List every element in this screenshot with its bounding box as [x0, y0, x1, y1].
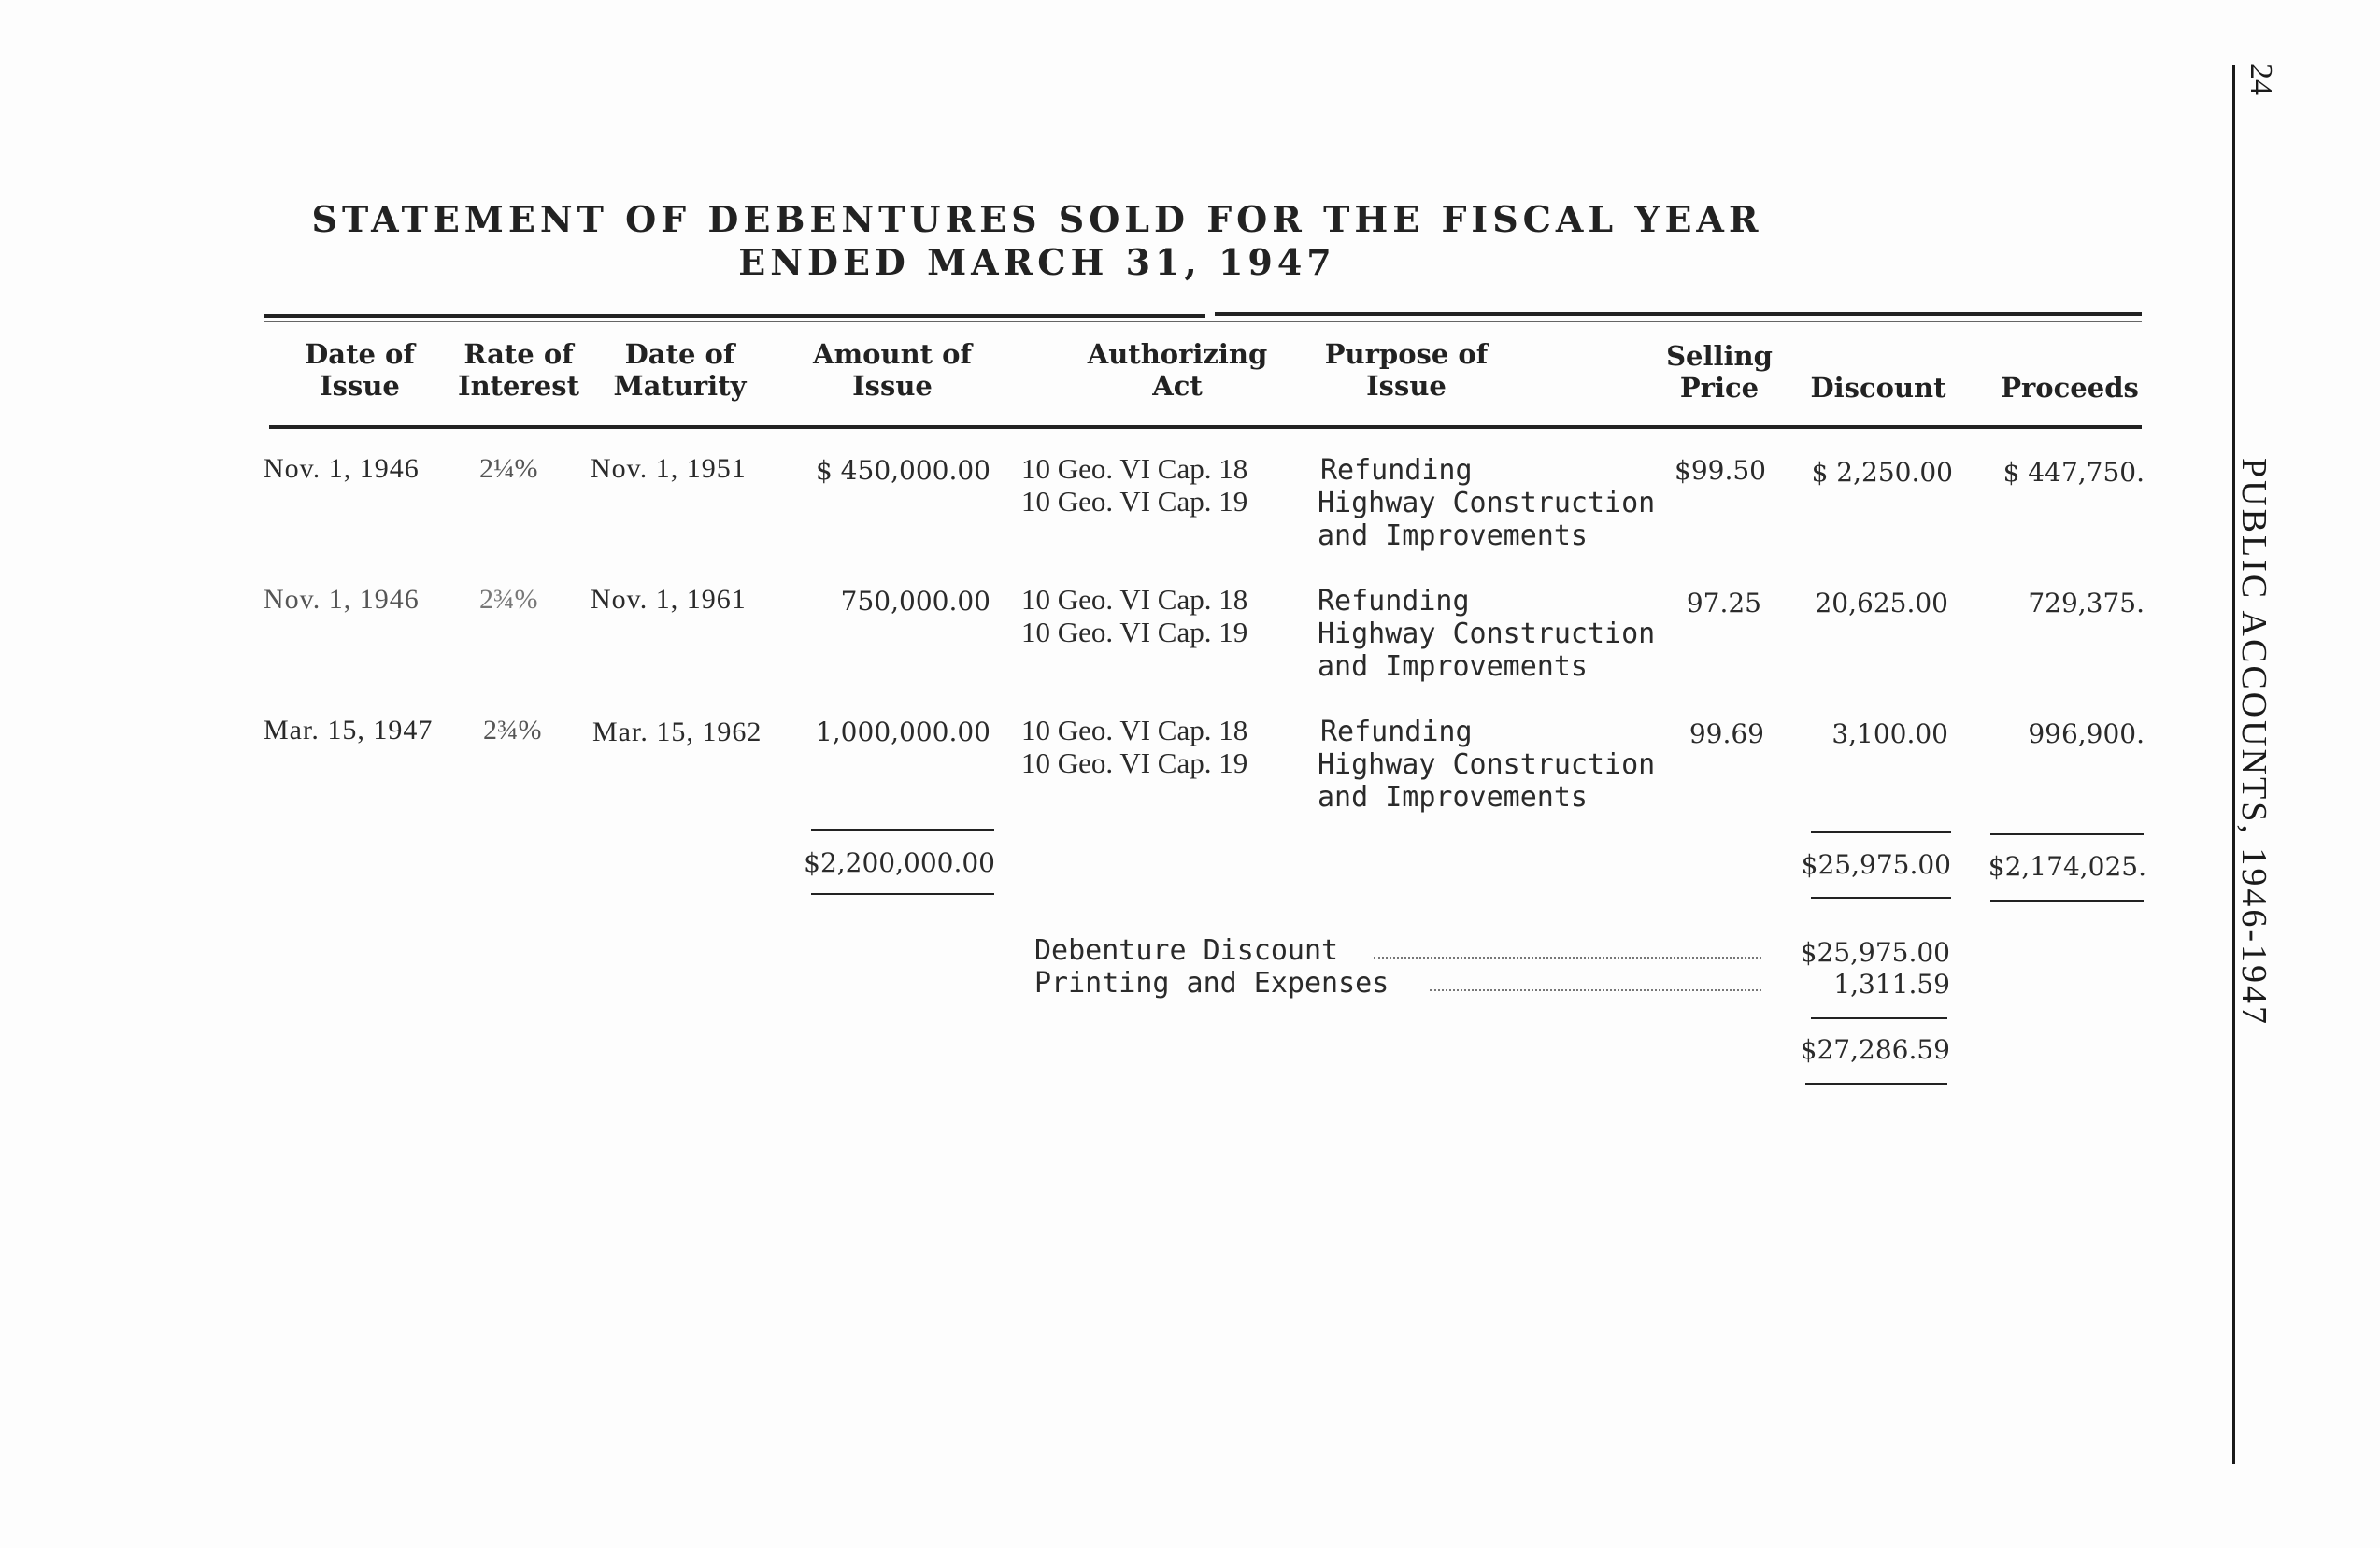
row3-amount: 1,000,000.00: [815, 717, 990, 747]
row1-proceeds: $ 447,750.: [2002, 457, 2145, 488]
row3-maturity: Mar. 15, 1962: [592, 717, 762, 747]
summary-label-discount: Debenture Discount: [1034, 934, 1339, 967]
row2-act-2: 10 Geo. VI Cap. 19: [1021, 616, 1248, 648]
summary-rule-top: [1811, 1017, 1947, 1019]
row3-proceeds: 996,900.: [2028, 718, 2145, 749]
summary-label-printing: Printing and Expenses: [1034, 967, 1390, 1000]
row1-rate: 2¼%: [479, 453, 538, 484]
total-proceeds: $2,174,025.: [1988, 851, 2146, 882]
top-rule-thick: [264, 314, 1205, 318]
summary-value-discount: $25,975.00: [1800, 937, 1950, 968]
row3-purpose-3: and Improvements: [1318, 781, 1588, 814]
header-rate-of-interest: Rate of Interest: [458, 338, 579, 402]
row2-proceeds: 729,375.: [2028, 588, 2145, 618]
total-proceeds-rule-top: [1990, 833, 2144, 835]
summary-rule-bottom: [1805, 1083, 1947, 1085]
header-purpose-of-issue: Purpose of Issue: [1324, 338, 1489, 402]
total-proceeds-rule-bottom: [1990, 900, 2144, 902]
summary-value-printing: 1,311.59: [1833, 969, 1950, 1000]
header-rule: [269, 425, 2142, 429]
row2-discount: 20,625.00: [1815, 588, 1948, 618]
row1-purpose-3: and Improvements: [1318, 519, 1588, 552]
row2-price: 97.25: [1686, 588, 1761, 618]
total-amount: $2,200,000.00: [804, 847, 995, 878]
row3-rate: 2¾%: [483, 715, 542, 746]
row2-date-of-issue: Nov. 1, 1946: [264, 584, 420, 615]
row1-date-of-issue: Nov. 1, 1946: [264, 453, 420, 484]
row3-act-1: 10 Geo. VI Cap. 18: [1021, 714, 1248, 746]
row3-date-of-issue: Mar. 15, 1947: [264, 715, 434, 746]
page-number: 24: [2244, 64, 2278, 95]
summary-leader: [1374, 957, 1761, 959]
row1-maturity: Nov. 1, 1951: [591, 453, 747, 484]
row1-act-1: 10 Geo. VI Cap. 18: [1021, 452, 1248, 485]
row2-amount: 750,000.00: [840, 586, 990, 617]
total-discount: $25,975.00: [1801, 849, 1951, 880]
total-discount-rule-bottom: [1811, 897, 1951, 899]
row2-purpose-1: Refunding: [1318, 585, 1470, 618]
total-amount-rule-top: [811, 829, 994, 831]
header-selling-price: Selling Price: [1666, 340, 1773, 404]
row3-purpose-2: Highway Construction: [1318, 748, 1656, 781]
row1-act-2: 10 Geo. VI Cap. 19: [1021, 485, 1248, 518]
row3-price: 99.69: [1689, 718, 1764, 749]
top-rule-thin: [264, 321, 2142, 322]
header-authorizing-act: Authorizing Act: [1087, 338, 1268, 402]
row2-act-1: 10 Geo. VI Cap. 18: [1021, 583, 1248, 616]
header-date-of-issue: Date of Issue: [305, 338, 415, 402]
total-amount-rule-bottom: [811, 893, 994, 895]
row3-discount: 3,100.00: [1831, 718, 1948, 749]
row2-purpose-3: and Improvements: [1318, 650, 1588, 683]
header-amount-of-issue: Amount of Issue: [812, 338, 972, 402]
header-discount: Discount: [1810, 372, 1946, 404]
summary-total: $27,286.59: [1800, 1034, 1950, 1065]
row2-purpose-2: Highway Construction: [1318, 618, 1656, 650]
row3-purpose-1: Refunding: [1320, 716, 1473, 748]
row1-amount: $ 450,000.00: [815, 455, 990, 486]
running-title: PUBLIC ACCOUNTS, 1946-1947: [2234, 458, 2273, 1027]
row1-discount: $ 2,250.00: [1811, 457, 1953, 488]
title-line-1: STATEMENT OF DEBENTURES SOLD FOR THE FISCAL YEAR: [311, 198, 1763, 240]
total-discount-rule-top: [1811, 831, 1951, 833]
row1-purpose-1: Refunding: [1320, 454, 1473, 487]
header-proceeds: Proceeds: [2001, 372, 2139, 404]
header-date-of-maturity: Date of Maturity: [613, 338, 747, 402]
row1-purpose-2: Highway Construction: [1318, 487, 1656, 519]
summary-leader: [1430, 989, 1761, 991]
row2-rate: 2¾%: [479, 584, 538, 615]
title-line-2: ENDED MARCH 31, 1947: [738, 241, 1336, 283]
row3-act-2: 10 Geo. VI Cap. 19: [1021, 746, 1248, 779]
row2-maturity: Nov. 1, 1961: [591, 584, 747, 615]
row1-price: $99.50: [1675, 455, 1766, 486]
top-rule-thick: [1215, 312, 2142, 316]
